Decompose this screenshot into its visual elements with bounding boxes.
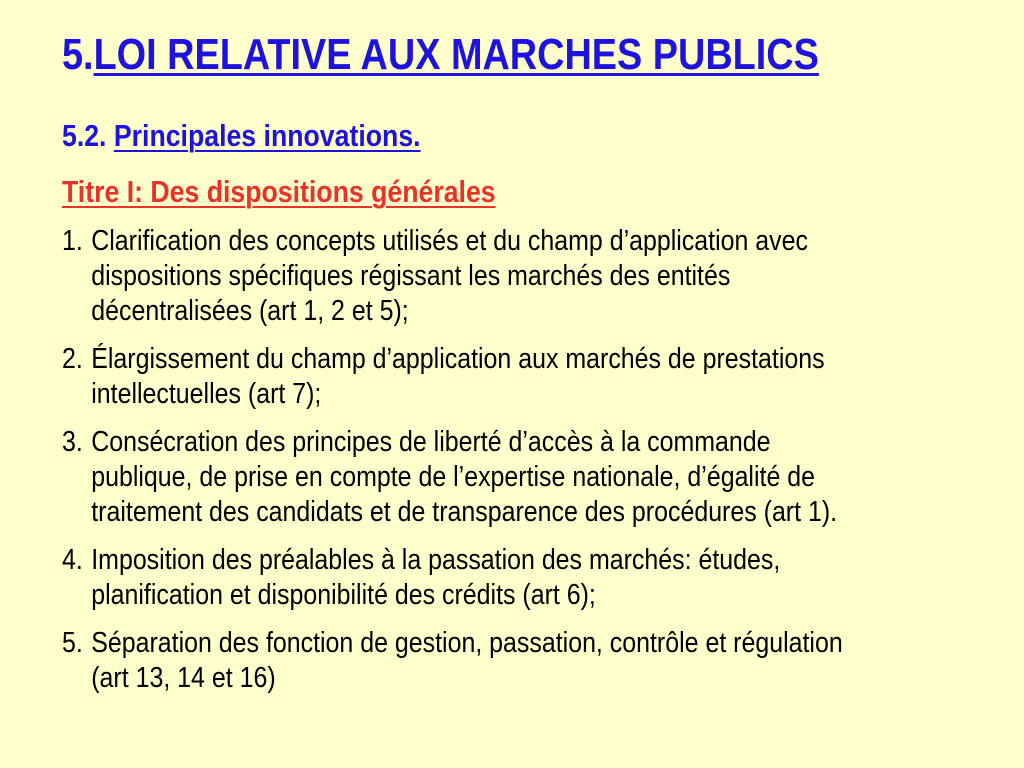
list-item	[62, 543, 956, 613]
list-item-number: 1.	[62, 225, 83, 257]
list-item	[62, 425, 956, 530]
list-item-line: Séparation des fonction de gestion, passation, contrôle et régulation	[91, 627, 843, 659]
list-item-line: Clarification des concepts utilisés et du champ d’application avec	[91, 225, 808, 257]
list-item-text	[91, 224, 956, 329]
title-text: LOI RELATIVE AUX MARCHES PUBLICS	[93, 30, 819, 79]
subtitle-text: Principales innovations.	[113, 118, 421, 153]
list-item-number: 3.	[62, 426, 83, 458]
slide-subtitle	[62, 116, 421, 156]
list-item-line: intellectuelles (art 7);	[91, 378, 322, 410]
list-item-line: dispositions spécifiques régissant les marchés des entités	[91, 260, 731, 292]
list-item-number: 4.	[62, 544, 83, 576]
list-item	[62, 626, 956, 696]
list-item-line: traitement des candidats et de transparence des procédures (art 1).	[91, 496, 838, 528]
list-item-text	[91, 626, 956, 696]
subtitle-number: 5.2.	[62, 118, 114, 153]
list-item-line: publique, de prise en compte de l’expertise nationale, d’égalité de	[91, 461, 815, 493]
list-item-line: Élargissement du champ d’application aux marchés de prestations	[91, 343, 825, 375]
innovations-list	[62, 224, 956, 709]
list-item-line: planification et disponibilité des crédits (art 6);	[91, 579, 596, 611]
title-number: 5.	[62, 30, 94, 79]
list-item-text	[91, 425, 956, 530]
list-item-number: 2.	[62, 343, 83, 375]
list-item-line: Consécration des principes de liberté d’accès à la commande	[91, 426, 771, 458]
list-item-line: (art 13, 14 et 16)	[91, 662, 276, 694]
list-item-text	[91, 543, 956, 613]
list-item	[62, 342, 956, 412]
list-item-line: Imposition des préalables à la passation des marchés: études,	[91, 544, 781, 576]
slide-title	[62, 28, 819, 82]
list-item-line: décentralisées (art 1, 2 et 5);	[91, 295, 409, 327]
list-item	[62, 224, 956, 329]
list-item-number: 5.	[62, 627, 83, 659]
section-title: Titre I: Des dispositions générales	[62, 174, 496, 209]
list-item-text	[91, 342, 956, 412]
